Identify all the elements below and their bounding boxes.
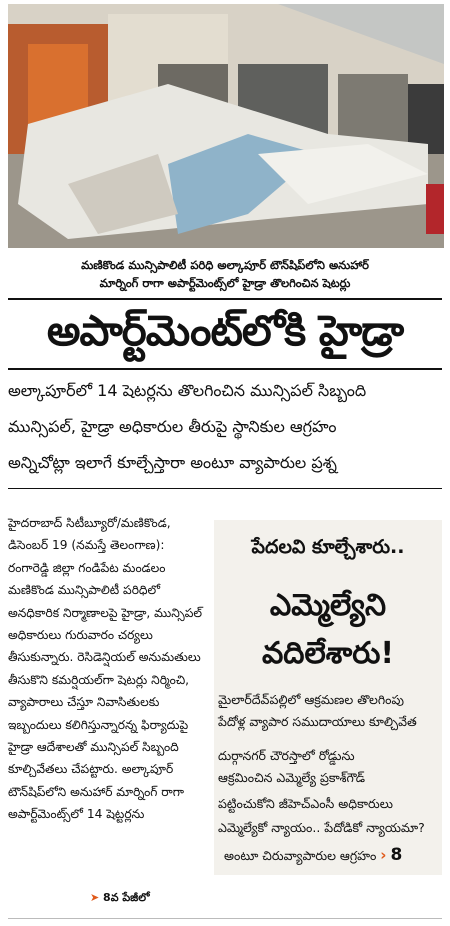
divider bbox=[8, 368, 442, 370]
body-text: రంగారెడ్డి జిల్లా గండిపేట మండలం మణికొండ మున్సిపాలిటీ పరిధిలో అనధికారిక నిర్మాణాలపై హైడ్రా, మున్సిపల్ అధికారులు గురువారం చర్యలు తీసుకున్నారు. రెసిడెన్షియల్ అనుమతులు తీసుకొని కమర్షియల్‌గా షెటర్లు నిర్మించి, వ్యాపారాలు చేస్తూ నివాసితులకు ఇబ్బందులు కలిగిస్తున్నారన్న ఫిర్యాదుపై హైడ్రా ఆదేశాలతో మున్సిపల్ సిబ్బంది కూల్చివేతలు చేపట్టారు. అల్కాపూర్ టౌన్‌షిప్‌లోని అనుహార్ మార్నింగ్ రాగా అపార్ట్‌మెంట్స్‌లో 14 షెట్టర్లను bbox=[8, 560, 203, 822]
chevron-right-icon: › bbox=[380, 846, 387, 864]
sidebar-story bbox=[214, 520, 442, 875]
continued-label: 8వ పేజీలో bbox=[103, 891, 150, 904]
box-line-6: ఎమ్మెల్యేకో న్యాయం.. పేదోడికో న్యాయమా? bbox=[218, 820, 425, 835]
divider bbox=[8, 918, 442, 919]
photo-caption bbox=[8, 256, 442, 292]
deck-line-3: అన్నిచోట్లా ఇలాగే కూల్చేస్తారా అంటూ వ్యాపారుల ప్రశ్న bbox=[8, 453, 337, 472]
box-headline-line-2: వదిలేశారు! bbox=[261, 636, 395, 671]
box-line-2: పేదోళ్ల వ్యాపార సముదాయాలు కూల్చివేత bbox=[218, 714, 417, 729]
page-reference: 8 bbox=[390, 845, 403, 865]
continued-arrow-icon: ➤ bbox=[90, 891, 104, 904]
box-footer bbox=[224, 845, 402, 867]
box-line-4: ఆక్రమించిన ఎమ్మెల్యే ప్రకాశ్‌గౌడ్ bbox=[218, 770, 365, 785]
deck-line-2: మున్సిపల్, హైడ్రా అధికారుల తీరుపై స్థానికుల ఆగ్రహం bbox=[8, 417, 337, 436]
dateline: హైదరాబాద్ సిటీబ్యూరో/మణికొండ, డిసెంబర్ 19 (నమస్తే తెలంగాణ): bbox=[8, 516, 171, 553]
demolished-shutters-photo bbox=[8, 4, 444, 248]
continued-on-page bbox=[90, 891, 150, 907]
box-headline-line-1: ఎమ్మెల్యేని bbox=[269, 588, 387, 623]
caption-line-1: మణికొండ మున్సిపాలిటీ పరిధి అల్కాపూర్ టౌన్‌షిప్‌లోని అనుహార్ bbox=[81, 258, 369, 272]
box-line-1: మైలార్‌దేవ్‌పల్లిలో ఆక్రమణల తొలగింపు bbox=[218, 692, 404, 707]
divider bbox=[8, 488, 442, 489]
box-line-3: దుర్గానగర్ చౌరస్తాలో రోడ్డును bbox=[218, 748, 355, 763]
article-body bbox=[8, 512, 204, 826]
deck-line-1: అల్కాపూర్‌లో 14 షెటర్లను తొలగించిన మున్సిపల్ సిబ్బంది bbox=[8, 381, 367, 400]
caption-line-2: మార్నింగ్ రాగా అపార్ట్‌మెంట్స్‌లో హైడ్రా తొలగించిన షెటర్లు bbox=[99, 276, 351, 290]
box-headline bbox=[214, 582, 442, 678]
box-line-5: పట్టించుకోని జీహెచ్‌ఎంసీ అధికారులు bbox=[218, 796, 393, 811]
box-kicker: పేదలవి కూల్చేశారు.. bbox=[251, 536, 405, 558]
news-photo bbox=[8, 4, 444, 248]
headline: అపార్ట్‌మెంట్‌లోకి హైడ్రా bbox=[46, 306, 404, 355]
box-footer-text: అంటూ చిరువ్యాపారుల ఆగ్రహం bbox=[224, 848, 377, 863]
